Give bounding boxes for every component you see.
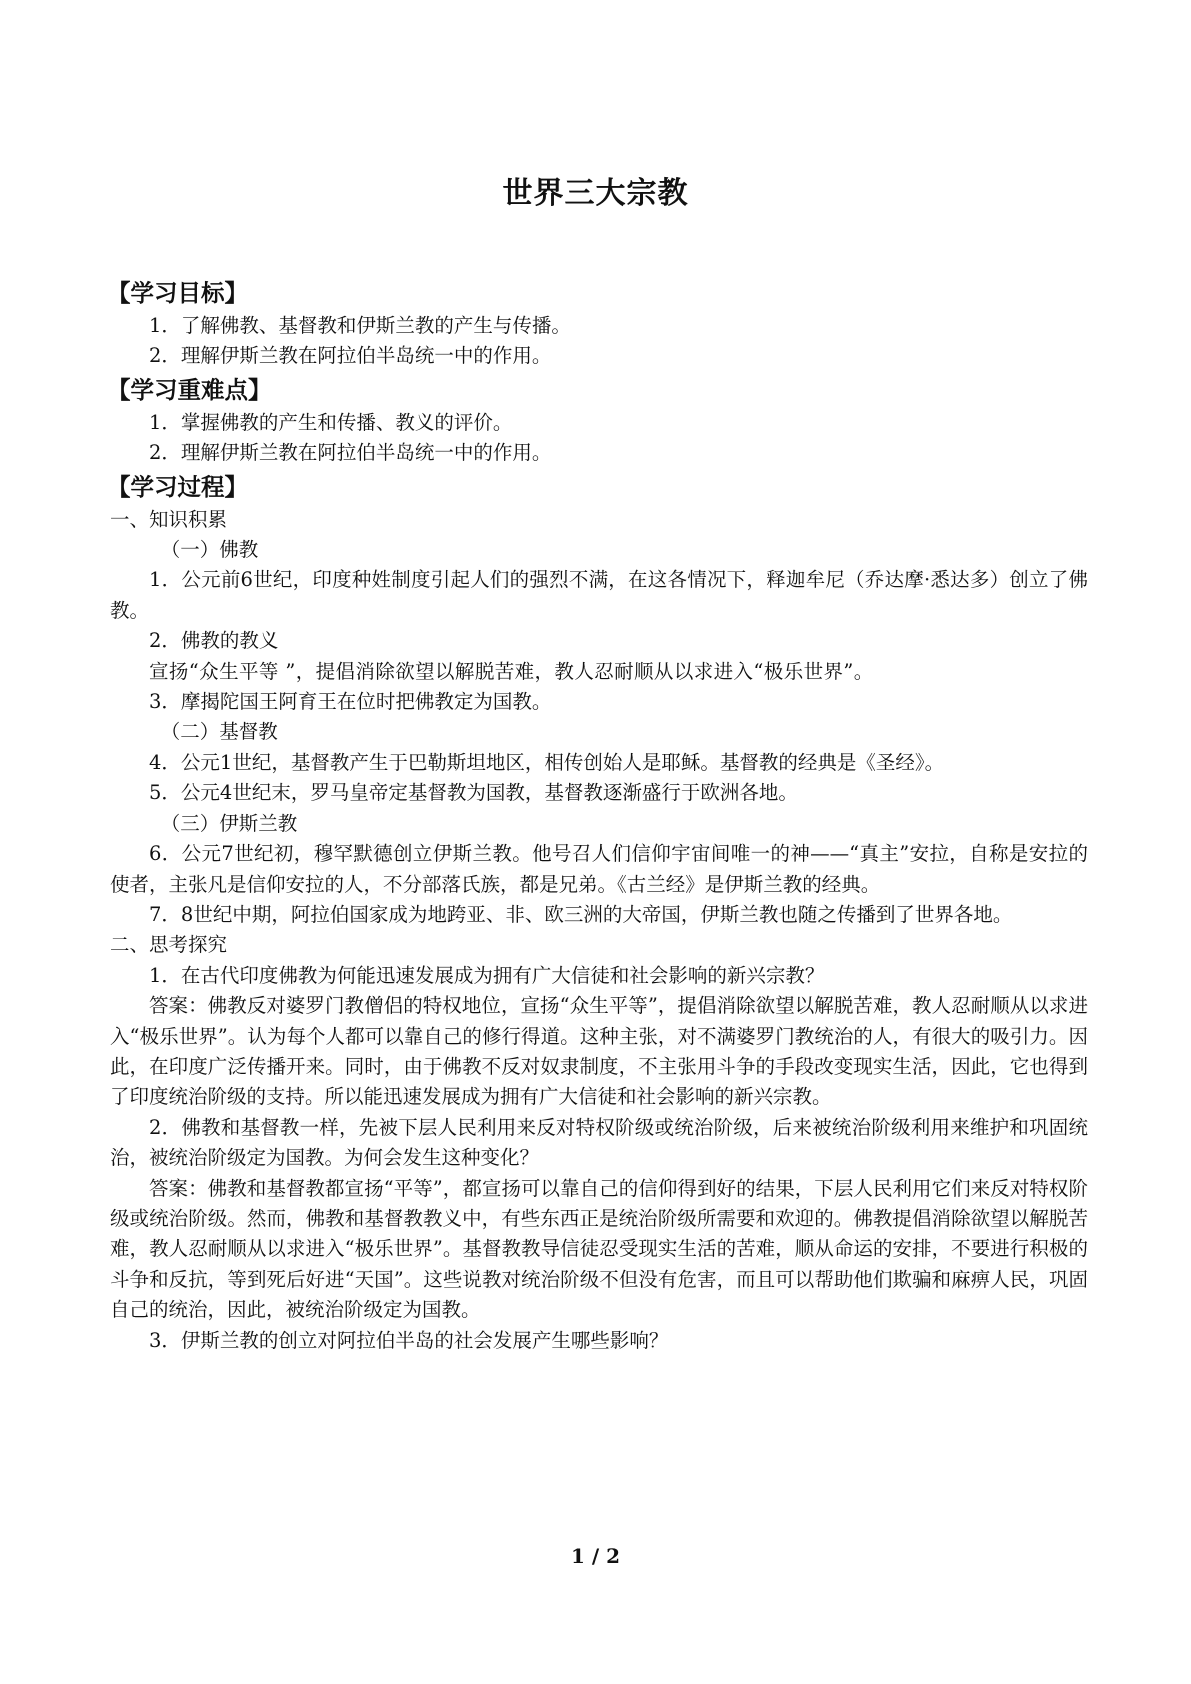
paragraph: 1．公元前6世纪，印度种姓制度引起人们的强烈不满，在这各情况下，释迦牟尼（乔达摩·悉达多）创立了佛教。 — [110, 568, 1088, 622]
goal-item: 1．了解佛教、基督教和伊斯兰教的产生与传播。 — [149, 314, 571, 337]
paragraph: 6．公元7世纪初，穆罕默德创立伊斯兰教。他号召人们信仰宇宙间唯一的神——“真主”安拉，自称是安拉的使者，主张凡是信仰安拉的人，不分部落氏族，都是兄弟。《古兰经》是伊斯兰教的经典。 — [110, 842, 1088, 896]
section-title: 二、思考探究 — [110, 933, 228, 957]
page-number: 1 / 2 — [570, 1544, 621, 1568]
paragraph: 7．8世纪中期，阿拉伯国家成为地跨亚、非、欧三洲的大帝国，伊斯兰教也随之传播到了世界各地。 — [149, 902, 1013, 926]
paragraph: 5．公元4世纪末，罗马皇帝定基督教为国教，基督教逐渐盛行于欧洲各地。 — [149, 781, 798, 805]
paragraph: 3．摩揭陀国王阿育王在位时把佛教定为国教。 — [149, 690, 552, 714]
question: 1．在古代印度佛教为何能迅速发展成为拥有广大信徒和社会影响的新兴宗教？ — [149, 963, 825, 987]
paragraph: 宣扬“众生平等 ”，提倡消除欲望以解脱苦难，教人忍耐顺从以求进入“极乐世界”。 — [149, 659, 874, 683]
document-body — [107, 275, 1088, 1356]
subsection-title: （三）伊斯兰教 — [160, 811, 298, 835]
key-point-item: 1．掌握佛教的产生和传播、教义的评价。 — [149, 410, 513, 434]
question: 2．佛教和基督教一样，先被下层人民利用来反对特权阶级或统治阶级，后来被统治阶级利用来维护和巩固统治，被统治阶级定为国教。为何会发生这种变化？ — [110, 1115, 1088, 1170]
page-title: 世界三大宗教 — [502, 176, 689, 211]
heading-key-points: 【学习重难点】 — [107, 375, 272, 404]
heading-learning-process: 【学习过程】 — [107, 472, 248, 501]
answer: 答案：佛教反对婆罗门教僧侣的特权地位，宣扬“众生平等”，提倡消除欲望以解脱苦难，教人忍耐顺从以求进入“极乐世界”。认为每个人都可以靠自己的修行得道。这种主张，对不满婆罗门教统治的人，有很大的吸引力。因此，在印度广泛传播开来。同时，由于佛教不反对奴隶制度，不主张用斗争的手段改变现实生活，因此，它也得到了印度统治阶级的支持。所以能迅速发展成为拥有广大信徒和社会影响的新兴宗教。 — [110, 994, 1088, 1109]
paragraph: 2．佛教的教义 — [149, 629, 279, 653]
answer: 答案：佛教和基督教都宣扬“平等”，都宣扬可以靠自己的信仰得到好的结果，下层人民利用它们来反对特权阶级或统治阶级。然而，佛教和基督教教义中，有些东西正是统治阶级所需要和欢迎的。佛教提倡消除欲望以解脱苦难，教人忍耐顺从以求进入“极乐世界”。基督教教导信徒忍受现实生活的苦难，顺从命运的安排，不要进行积极的斗争和反抗，等到死后好进“天国”。这些说教对统治阶级不但没有危害，而且可以帮助他们欺骗和麻痹人民，巩固自己的统治，因此，被统治阶级定为国教。 — [110, 1176, 1088, 1322]
section-title: 一、知识积累 — [110, 507, 228, 531]
paragraph: 4．公元1世纪，基督教产生于巴勒斯坦地区，相传创始人是耶稣。基督教的经典是《圣经》。 — [149, 750, 945, 774]
key-point-item: 2．理解伊斯兰教在阿拉伯半岛统一中的作用。 — [149, 441, 552, 465]
heading-learning-goals: 【学习目标】 — [107, 279, 248, 307]
subsection-title: （一）佛教 — [160, 538, 259, 562]
subsection-title: （二）基督教 — [160, 720, 278, 744]
question: 3．伊斯兰教的创立对阿拉伯半岛的社会发展产生哪些影响？ — [149, 1328, 669, 1352]
goal-item: 2．理解伊斯兰教在阿拉伯半岛统一中的作用。 — [149, 344, 552, 368]
